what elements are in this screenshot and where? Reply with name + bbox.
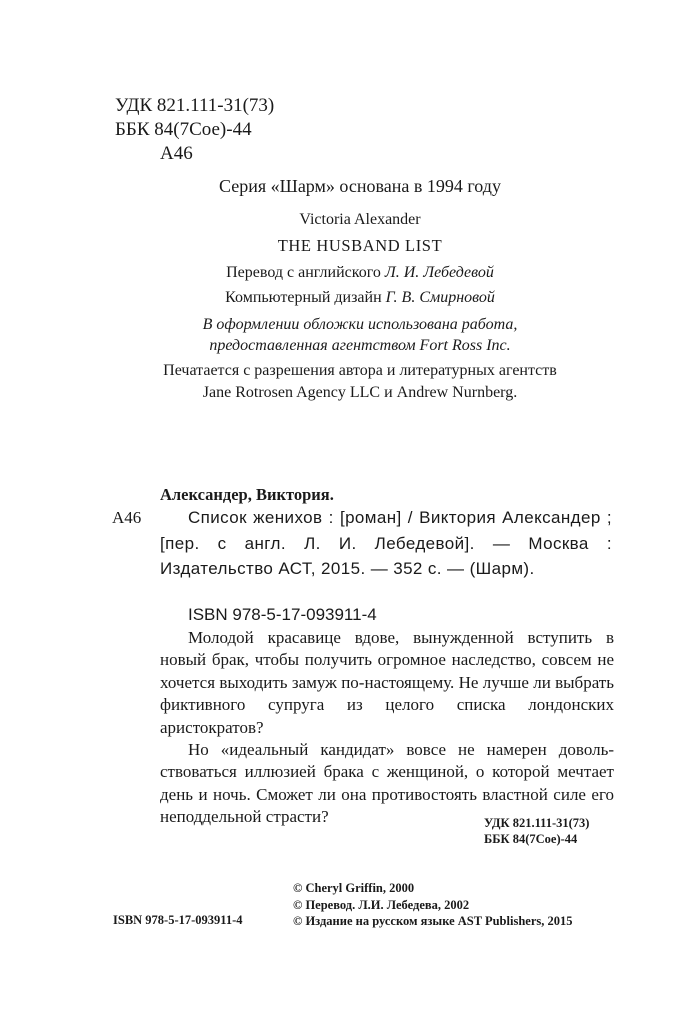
annotation-paragraph: Но «идеальный кандидат» вовсе не намерен довольствоваться иллюзией брака с женщиной, о которой мечтает день и ночь. Сможет ли она противостоять властной силе его неподдельной страсти? xyxy=(160,740,614,827)
translator-name: Л. И. Лебедевой xyxy=(384,264,494,281)
cover-credit-line1: В оформлении обложки использована работа, xyxy=(202,316,518,333)
annotation-paragraph: Молодой красавице вдове, вынужденной вступить в новый брак, чтобы получить огромное наследство, совсем не хочется выходить замуж по-настоящему. Не лучше ли выбрать фиктивного супруга из целого списка лондонских аристократов? xyxy=(160,628,614,737)
permission-line1: Печатается с разрешения автора и литературных агентств xyxy=(163,362,557,379)
copyright-line: © Перевод. Л.И. Лебедева, 2002 xyxy=(293,897,470,912)
footer-isbn: ISBN 978-5-17-093911-4 xyxy=(113,913,243,927)
bbk-code: ББК 84(7Сое)-44 xyxy=(115,119,252,140)
translation-credit xyxy=(0,264,691,282)
bibliography-record xyxy=(160,505,612,582)
original-author: Victoria Alexander xyxy=(299,211,421,228)
translation-label: Перевод с английского xyxy=(226,264,381,281)
annotation xyxy=(160,627,614,829)
bibliography-record-text: Список женихов : [роман] / Виктория Александер ; [пер. с англ. Л. И. Лебедевой]. — Москва : Издательство АСТ, 2015. — 352 с. — (Шарм). xyxy=(160,508,612,578)
classification-codes xyxy=(115,94,274,166)
copyright-line: © Издание на русском языке AST Publishers, 2015 xyxy=(293,914,573,928)
bibliography-code: А46 xyxy=(112,508,142,527)
permission-line2: Jane Rotrosen Agency LLC и Andrew Nurnberg. xyxy=(202,384,518,401)
bibliography-author: Александер, Виктория. xyxy=(160,485,334,504)
designer-name: Г. В. Смирновой xyxy=(385,289,495,306)
author-mark: А46 xyxy=(160,143,193,164)
series-note: Серия «Шарм» основана в 1994 году xyxy=(219,176,501,196)
bibliography-isbn: ISBN 978-5-17-093911-4 xyxy=(188,605,377,624)
footer-bbk: ББК 84(7Сое)-44 xyxy=(484,832,578,846)
footer-codes xyxy=(484,815,589,847)
copyright-line: © Cheryl Griffin, 2000 xyxy=(293,881,415,895)
copyright-block xyxy=(293,880,573,930)
design-credit xyxy=(0,289,691,307)
cover-credit-line2: предоставленная агентством Fort Ross Inc. xyxy=(209,337,511,354)
udk-code: УДК 821.111-31(73) xyxy=(115,95,275,116)
original-title: THE HUSBAND LIST xyxy=(277,236,443,255)
footer-udk: УДК 821.111-31(73) xyxy=(484,816,590,830)
design-label: Компьютерный дизайн xyxy=(225,289,382,306)
